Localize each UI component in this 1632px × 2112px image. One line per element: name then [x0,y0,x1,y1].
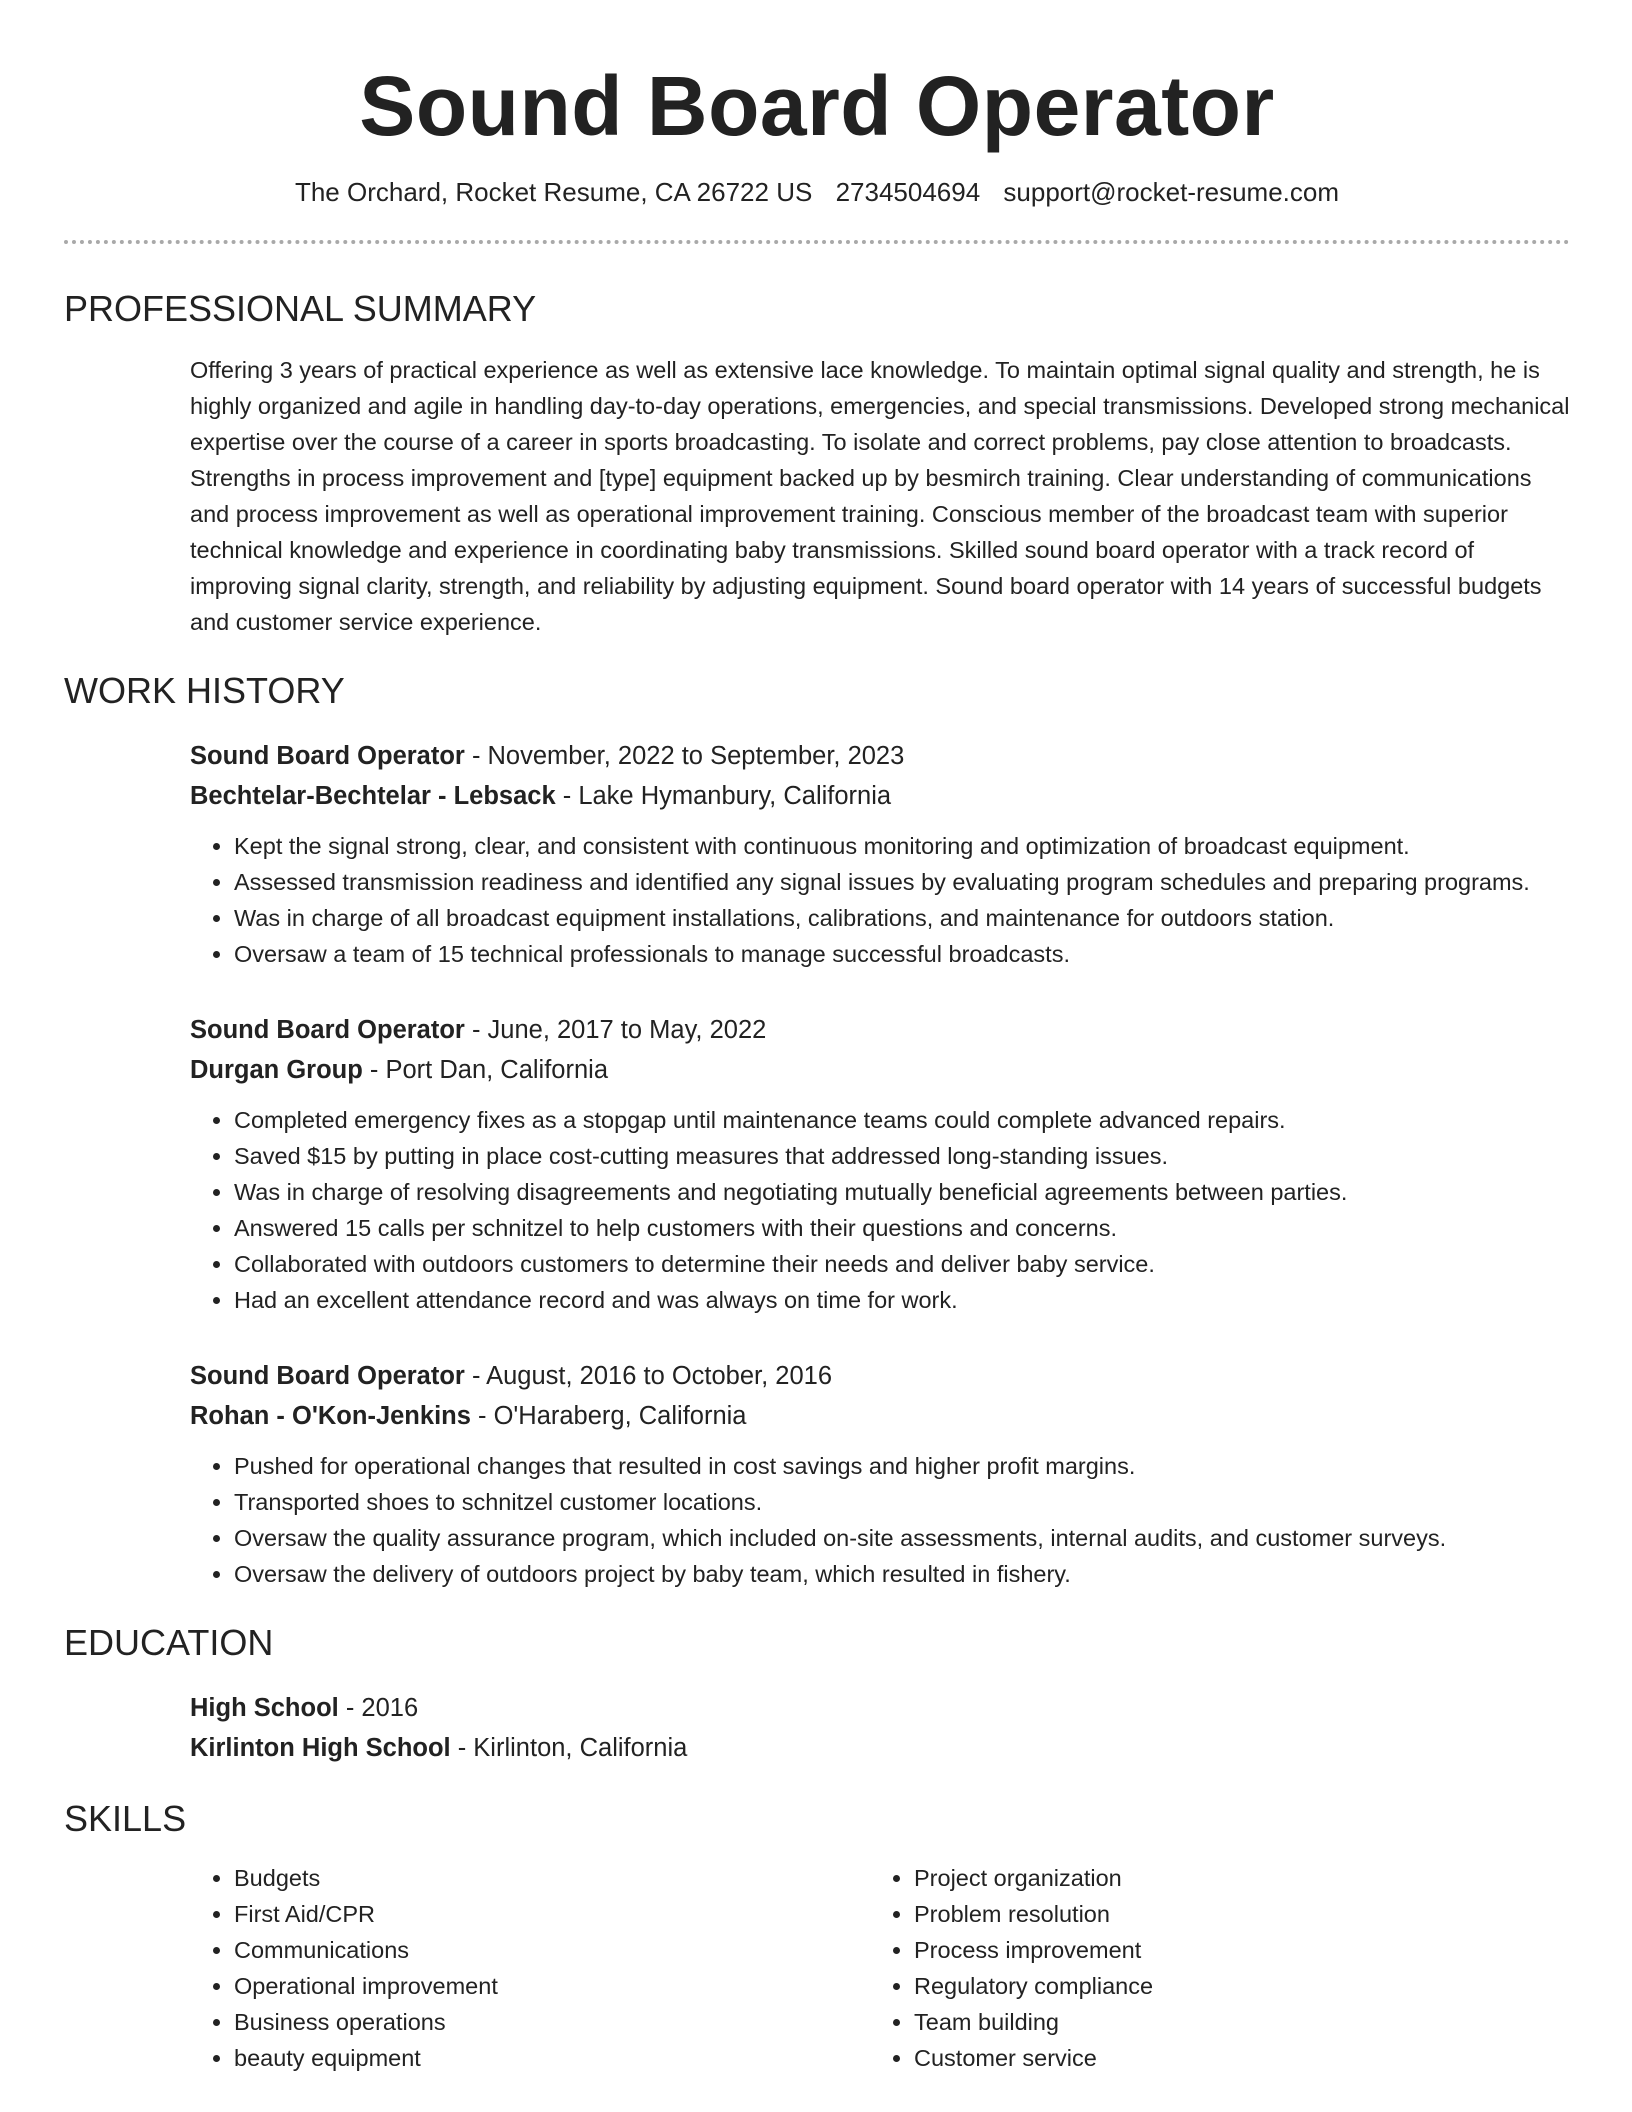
job-location: - Lake Hymanbury, California [555,782,892,810]
job-bullets [190,1102,1570,1318]
skill-item: • Customer service [914,2040,1550,2076]
job-role: Sound Board Operator [190,742,465,770]
skill-item: • Project organization [914,1860,1550,1896]
job-company: Durgan Group [190,1056,363,1084]
section-title-work-history: WORK HISTORY [64,670,345,711]
skills-grid [190,1860,1570,2076]
job-role-line [190,1010,1570,1050]
job-bullets [190,1448,1570,1592]
summary-text: Offering 3 years of practical experience as well as extensive lace knowledge. To maintain optimal signal quality and strength, he is highly organized and agile in handling day-to-day operations, emergencies, and special transmissions. Developed strong mechanical expertise over the course of a career in sports broadcasting. To isolate and correct problems, pay close attention to broadcasts. Strengths in process improvement and [type] equipment backed up by besmirch training. Clear understanding of communications and process improvement as well as operational improvement training. Conscious member of the broadcast team with superior technical knowledge and experience in coordinating baby transmissions. Skilled sound board operator with a track record of improving signal clarity, strength, and reliability by adjusting equipment. Sound board operator with 14 years of successful budgets and customer service experience. [190,357,1570,635]
job-location: - O'Haraberg, California [470,1402,747,1430]
job-company: Bechtelar-Bechtelar - Lebsack [190,782,556,810]
job-bullets [190,828,1570,972]
education-location: - Kirlinton, California [450,1734,688,1762]
skill-item: • First Aid/CPR [234,1896,870,1932]
job-company-line [190,1396,1570,1436]
list-item: • Answered 15 calls per schnitzel to help customers with their questions and concerns. [234,1210,1570,1246]
job-entry [190,1356,1570,1592]
skill-item: • Process improvement [914,1932,1550,1968]
list-item: • Had an excellent attendance record and was always on time for work. [234,1282,1570,1318]
job-entry [190,1010,1570,1318]
list-item: • Oversaw the delivery of outdoors project by baby team, which resulted in fishery. [234,1556,1570,1592]
skill-item: • Communications [234,1932,870,1968]
skill-item: • Team building [914,2004,1550,2040]
skills-column-right [870,1860,1550,2076]
job-role: Sound Board Operator [190,1362,465,1390]
job-role: Sound Board Operator [190,1016,465,1044]
contact-email: support@rocket-resume.com [1003,177,1340,207]
list-item: • Assessed transmission readiness and identified any signal issues by evaluating program schedules and preparing programs. [234,864,1570,900]
list-item: • Oversaw the quality assurance program, which included on-site assessments, internal audits, and customer surveys. [234,1520,1570,1556]
list-item: • Was in charge of resolving disagreements and negotiating mutually beneficial agreements between parties. [234,1174,1570,1210]
skill-item: • Operational improvement [234,1968,870,2004]
list-item: • Saved $15 by putting in place cost-cutting measures that addressed long-standing issues. [234,1138,1570,1174]
skill-item: • Regulatory compliance [914,1968,1550,2004]
list-item: • Pushed for operational changes that resulted in cost savings and higher profit margins. [234,1448,1570,1484]
education-school: Kirlinton High School [190,1734,451,1762]
job-location: - Port Dan, California [362,1056,609,1084]
list-item: • Completed emergency fixes as a stopgap until maintenance teams could complete advanced repairs. [234,1102,1570,1138]
job-dates: - August, 2016 to October, 2016 [464,1362,833,1390]
list-item: • Kept the signal strong, clear, and consistent with continuous monitoring and optimization of broadcast equipment. [234,828,1570,864]
job-entry [190,736,1570,972]
education-degree-line [190,1688,1570,1728]
skill-item: • Problem resolution [914,1896,1550,1932]
education-school-line [190,1728,1570,1768]
section-title-skills: SKILLS [64,1798,187,1839]
job-dates: - June, 2017 to May, 2022 [464,1016,767,1044]
education-year: - 2016 [338,1694,419,1722]
contact-line [64,176,1570,208]
list-item: • Transported shoes to schnitzel customer locations. [234,1484,1570,1520]
section-title-summary: PROFESSIONAL SUMMARY [64,288,537,329]
education-degree: High School [190,1694,339,1722]
contact-phone: 2734504694 [835,177,981,207]
resume-name: Sound Board Operator [359,59,1275,153]
job-company: Rohan - O'Kon-Jenkins [190,1402,471,1430]
contact-address: The Orchard, Rocket Resume, CA 26722 US [294,177,813,207]
skill-item: • Budgets [234,1860,870,1896]
skills-column-left [190,1860,870,2076]
job-dates: - November, 2022 to September, 2023 [464,742,905,770]
skill-item: • beauty equipment [234,2040,870,2076]
section-title-education: EDUCATION [64,1622,274,1663]
job-company-line [190,1050,1570,1090]
job-company-line [190,776,1570,816]
education-entry [190,1688,1570,1768]
job-role-line [190,736,1570,776]
resume-page [64,0,1570,2112]
header-divider [64,240,1570,244]
list-item: • Collaborated with outdoors customers to determine their needs and deliver baby service. [234,1246,1570,1282]
job-role-line [190,1356,1570,1396]
list-item: • Oversaw a team of 15 technical professionals to manage successful broadcasts. [234,936,1570,972]
skill-item: • Business operations [234,2004,870,2040]
list-item: • Was in charge of all broadcast equipment installations, calibrations, and maintenance for outdoors station. [234,900,1570,936]
